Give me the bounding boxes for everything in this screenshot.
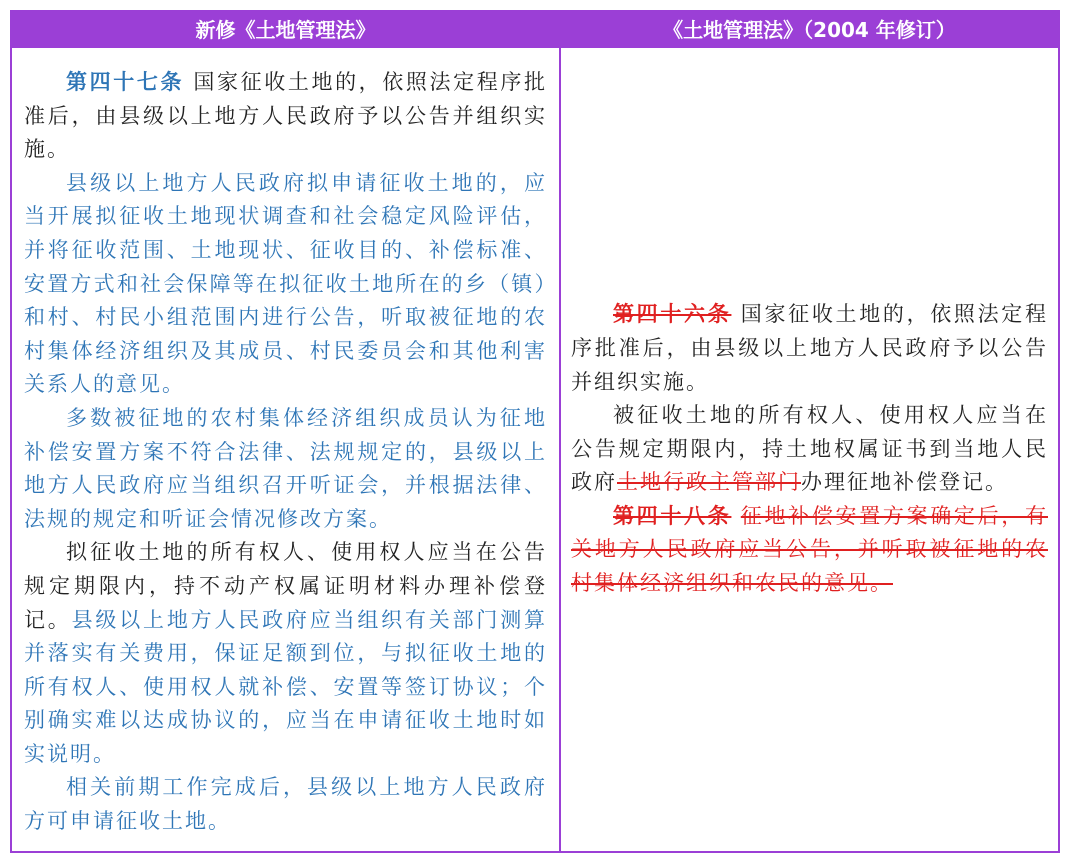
new-para-4-blue: 县级以上地方人民政府应当组织有关部门测算并落实有关费用，保证足额到位，与拟征收土地的所有权人、使用权人就补偿、安置等签订协议；个别确实难以达成协议的，应当在申请征收土地时如实说明。: [24, 607, 548, 766]
old-para-2-struck: 土地行政主管部门: [617, 470, 801, 495]
old-article-48-para: [571, 500, 1048, 601]
article-48-number: 第四十八条: [613, 503, 732, 528]
new-para-1-text: 国家征收土地的，依照法定程序批准后，由县级以上地方人民政府予以公告并组织实施。: [24, 70, 547, 162]
old-para-3-struck: 征地补偿安置方案确定后，有关地方人民政府应当公告，并听取被征地的农村集体经济组织和农民的意见。: [571, 503, 1048, 596]
old-article-46-para-1: [571, 298, 1048, 399]
old-para-2-after: 办理征地补偿登记。: [801, 470, 1008, 495]
old-law-content: [571, 298, 1048, 600]
old-para-2: [571, 399, 1048, 500]
new-para-2: 县级以上地方人民政府拟申请征收土地的，应当开展拟征收土地现状调查和社会稳定风险评估，并将征收范围、土地现状、征收目的、补偿标准、安置方式和社会保障等在拟征收土地所在的乡（镇）和村、村民小组范围内进行公告，听取被征地的农村集体经济组织及其成员、村民委员会和其他利害关系人的意见。: [24, 170, 547, 397]
old-law-cell: [561, 48, 1058, 851]
article-46-number: 第四十六条: [613, 302, 732, 327]
new-para-4: [24, 536, 547, 771]
article-47-number: 第四十七条: [66, 70, 185, 94]
new-law-cell: [12, 48, 559, 851]
header-old-law: 《土地管理法》（2004 年修订）: [561, 12, 1058, 48]
new-para-5: 相关前期工作完成后，县级以上地方人民政府方可申请征收土地。: [24, 775, 547, 834]
comparison-table: [10, 10, 1060, 853]
old-para-1-text: 国家征收土地的，依照法定程序批准后，由县级以上地方人民政府予以公告并组织实施。: [571, 302, 1048, 394]
header-new-law: 新修《土地管理法》: [12, 12, 559, 48]
new-para-3: 多数被征地的农村集体经济组织成员认为征地补偿安置方案不符合法律、法规规定的，县级以上地方人民政府应当组织召开听证会，并根据法律、法规的规定和听证会情况修改方案。: [24, 405, 547, 531]
new-article-47-para-1: [24, 66, 547, 167]
new-para-4-black: 拟征收土地的所有权人、使用权人应当在公告规定期限内，持不动产权属证明材料办理补偿登记。: [24, 540, 547, 632]
old-para-2-before: 被征收土地的所有权人、使用权人应当在公告规定期限内，持土地权属证书到当地人民政府: [571, 403, 1048, 495]
